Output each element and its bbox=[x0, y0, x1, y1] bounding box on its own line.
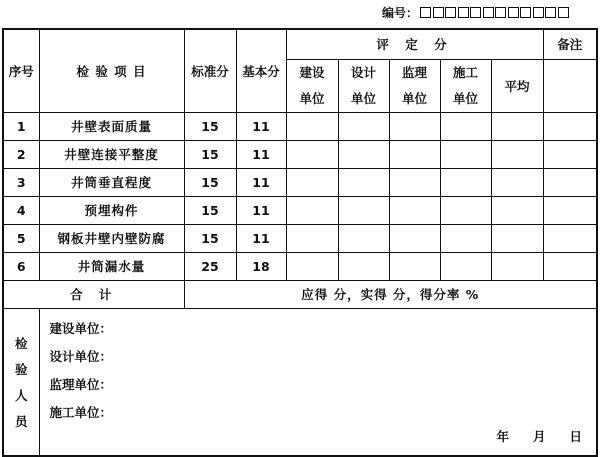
score-cell bbox=[286, 168, 338, 196]
form-number-label: 编号： bbox=[382, 5, 419, 20]
header-standard-score: 标准分 bbox=[184, 29, 236, 112]
date-year: 年 bbox=[496, 429, 509, 444]
score-cell bbox=[389, 168, 440, 196]
score-cell bbox=[440, 224, 491, 252]
score-cell bbox=[389, 140, 440, 168]
row-seq: 4 bbox=[3, 196, 39, 224]
table-row bbox=[3, 112, 597, 140]
remark-cell bbox=[543, 224, 597, 252]
row-item: 预埋构件 bbox=[39, 196, 184, 224]
table-row bbox=[3, 196, 597, 224]
remark-cell bbox=[543, 140, 597, 168]
score-cell bbox=[440, 140, 491, 168]
score-cell bbox=[286, 196, 338, 224]
header-item: 检 验 项 目 bbox=[39, 29, 184, 112]
table-row bbox=[3, 252, 597, 280]
row-standard: 15 bbox=[184, 112, 236, 140]
header-average: 平均 bbox=[491, 59, 543, 112]
header-builder-line2: 单位 bbox=[299, 90, 325, 106]
inspectors-label-char: 检 bbox=[14, 335, 28, 351]
row-basic: 11 bbox=[236, 224, 286, 252]
row-item: 井壁连接平整度 bbox=[39, 140, 184, 168]
inspectors-label bbox=[3, 308, 39, 456]
row-basic: 11 bbox=[236, 112, 286, 140]
row-basic: 11 bbox=[236, 196, 286, 224]
row-seq: 5 bbox=[3, 224, 39, 252]
header-seq: 序号 bbox=[3, 29, 39, 112]
score-cell bbox=[338, 224, 389, 252]
header-supervisor-unit bbox=[389, 59, 440, 112]
row-standard: 15 bbox=[184, 140, 236, 168]
constructor-unit-line: 施工单位： bbox=[49, 404, 113, 420]
header-builder-line1: 建设 bbox=[299, 64, 325, 80]
table-row bbox=[3, 224, 597, 252]
header-basic-score: 基本分 bbox=[236, 29, 286, 112]
header-supervisor-line1: 监理 bbox=[401, 64, 427, 80]
date-month: 月 bbox=[533, 429, 546, 444]
row-seq: 3 bbox=[3, 168, 39, 196]
header-constructor-line1: 施工 bbox=[452, 64, 478, 80]
form-number-box bbox=[470, 7, 481, 18]
score-cell bbox=[389, 224, 440, 252]
score-cell bbox=[491, 252, 543, 280]
score-cell bbox=[338, 196, 389, 224]
header-supervisor-line2: 单位 bbox=[401, 90, 427, 106]
score-cell bbox=[491, 224, 543, 252]
score-cell bbox=[440, 252, 491, 280]
row-standard: 15 bbox=[184, 196, 236, 224]
inspectors-label-char: 人 bbox=[14, 387, 28, 403]
row-basic: 11 bbox=[236, 168, 286, 196]
row-standard: 15 bbox=[184, 224, 236, 252]
signature-date bbox=[496, 427, 582, 445]
remark-cell bbox=[543, 112, 597, 140]
score-cell bbox=[491, 168, 543, 196]
score-cell bbox=[338, 112, 389, 140]
score-cell bbox=[491, 140, 543, 168]
form-number-box bbox=[495, 7, 506, 18]
score-cell bbox=[286, 224, 338, 252]
header-builder-unit bbox=[286, 59, 338, 112]
row-item: 井筒垂直程度 bbox=[39, 168, 184, 196]
form-number-box bbox=[483, 7, 494, 18]
header-constructor-unit bbox=[440, 59, 491, 112]
score-cell bbox=[338, 168, 389, 196]
inspectors-label-char: 验 bbox=[14, 361, 28, 377]
score-cell bbox=[286, 140, 338, 168]
form-number bbox=[382, 2, 570, 22]
row-item: 钢板井壁内壁防腐 bbox=[39, 224, 184, 252]
score-cell bbox=[491, 112, 543, 140]
row-seq: 6 bbox=[3, 252, 39, 280]
score-cell bbox=[338, 252, 389, 280]
form-number-box bbox=[433, 7, 444, 18]
remark-cell bbox=[543, 196, 597, 224]
inspectors-signature-area bbox=[39, 308, 597, 456]
score-cell bbox=[440, 168, 491, 196]
row-standard: 15 bbox=[184, 168, 236, 196]
row-standard: 25 bbox=[184, 252, 236, 280]
remark-cell bbox=[543, 168, 597, 196]
form-number-box bbox=[445, 7, 456, 18]
header-constructor-line2: 单位 bbox=[452, 90, 478, 106]
remark-cell bbox=[543, 252, 597, 280]
score-cell bbox=[338, 140, 389, 168]
score-cell bbox=[440, 112, 491, 140]
score-cell bbox=[491, 196, 543, 224]
row-item: 井壁表面质量 bbox=[39, 112, 184, 140]
score-cell bbox=[286, 252, 338, 280]
table-row bbox=[3, 140, 597, 168]
header-designer-unit bbox=[338, 59, 389, 112]
form-number-boxes bbox=[420, 7, 570, 18]
inspectors-row bbox=[3, 308, 597, 456]
score-cell bbox=[389, 112, 440, 140]
total-summary: 应得 分，实得 分，得分率 % bbox=[184, 280, 597, 308]
form-number-box bbox=[520, 7, 531, 18]
total-label: 合 计 bbox=[3, 280, 184, 308]
form-number-box bbox=[420, 7, 431, 18]
inspection-form-table bbox=[2, 28, 598, 457]
row-item: 井筒漏水量 bbox=[39, 252, 184, 280]
form-number-box bbox=[458, 7, 469, 18]
table-row bbox=[3, 168, 597, 196]
header-designer-line1: 设计 bbox=[350, 64, 376, 80]
header-designer-line2: 单位 bbox=[350, 90, 376, 106]
remark-blank bbox=[543, 59, 597, 112]
row-seq: 1 bbox=[3, 112, 39, 140]
row-seq: 2 bbox=[3, 140, 39, 168]
form-number-box bbox=[533, 7, 544, 18]
score-cell bbox=[389, 252, 440, 280]
inspectors-label-char: 员 bbox=[14, 413, 28, 429]
supervisor-unit-line: 监理单位： bbox=[49, 376, 113, 392]
header-remark: 备注 bbox=[543, 29, 597, 59]
builder-unit-line: 建设单位： bbox=[49, 320, 113, 336]
row-basic: 11 bbox=[236, 140, 286, 168]
form-number-box bbox=[508, 7, 519, 18]
form-number-box bbox=[558, 7, 569, 18]
form-number-box bbox=[545, 7, 556, 18]
designer-unit-line: 设计单位： bbox=[49, 348, 113, 364]
header-rating: 评 定 分 bbox=[286, 29, 543, 59]
score-cell bbox=[286, 112, 338, 140]
row-basic: 18 bbox=[236, 252, 286, 280]
date-day: 日 bbox=[569, 429, 583, 444]
score-cell bbox=[389, 196, 440, 224]
total-row bbox=[3, 280, 597, 308]
score-cell bbox=[440, 196, 491, 224]
